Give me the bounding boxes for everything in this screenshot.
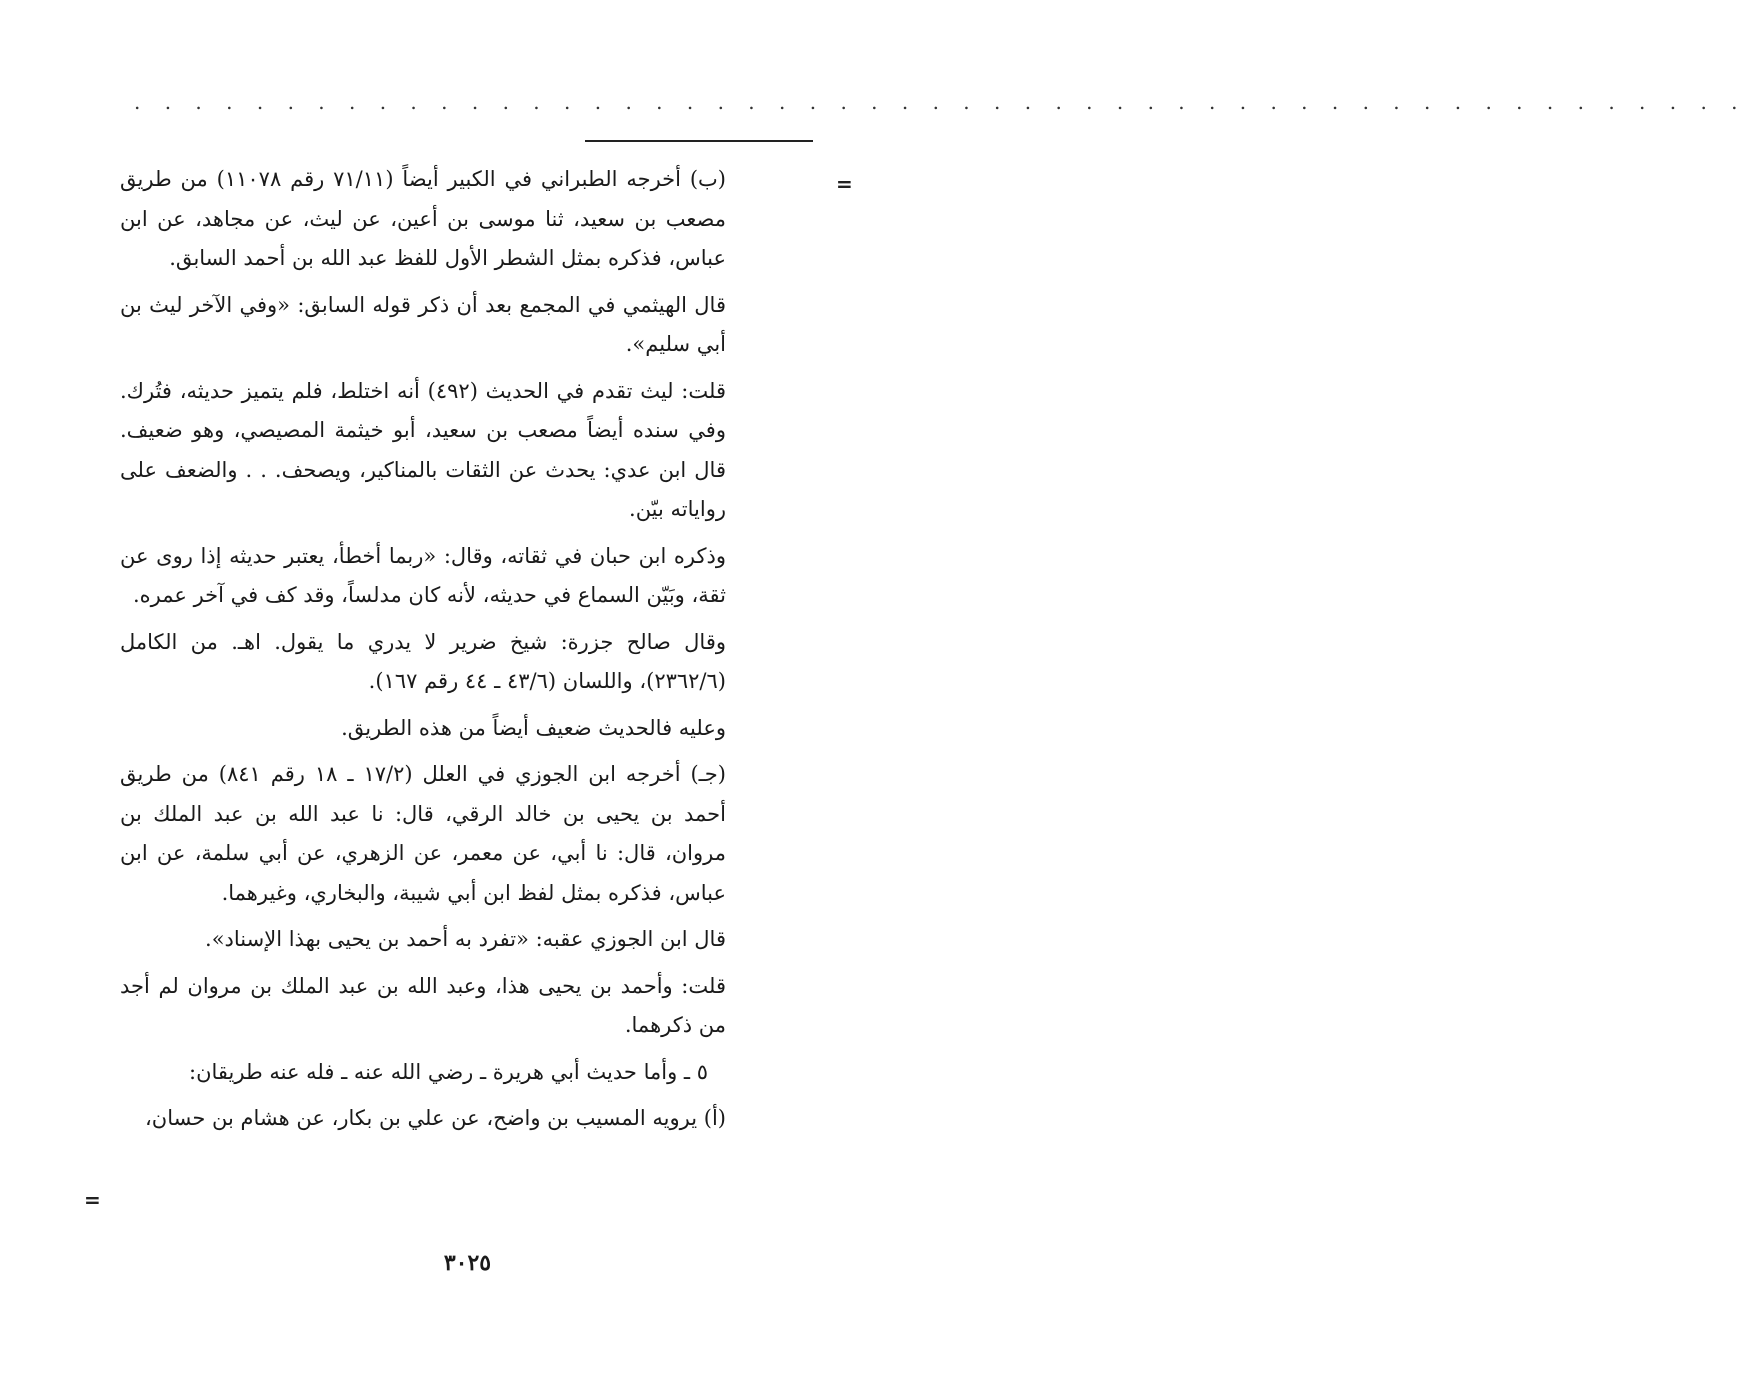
paragraph-a-musayyib: (أ) يرويه المسيب بن واضح، عن علي بن بكار، عن هشام بن حسان، xyxy=(145,1106,726,1130)
continuation-mark-bottom: = xyxy=(84,1188,101,1212)
paragraph-c-ibn-jawzi: (جـ) أخرجه ابن الجوزي في العلل (١٧/٢ ـ ١٨ رقم ٨٤١) من طريق أحمد بن يحيى بن خالد الرقي، قال: نا عبد الله بن عبد الملك بن مروان، قال: نا أبي، عن معمر، عن الزهري، عن أبي سلمة، عن ابن عباس، فذكره بمثل لفظ ابن أبي شيبة، والبخاري، وغيرهما. xyxy=(120,762,726,905)
paragraph-ibn-jawzi-remark: قال ابن الجوزي عقبه: «تفرد به أحمد بن يحيى بهذا الإسناد». xyxy=(205,927,726,951)
footnote-body xyxy=(120,160,726,1146)
paragraph-b-tabarani: (ب) أخرجه الطبراني في الكبير أيضاً (٧١/١١ رقم ١١٠٧٨) من طريق مصعب بن سعيد، ثنا موسى بن أعين، عن ليث، عن مجاهد، عن ابن عباس، فذكره بمثل الشطر الأول للفظ عبد الله بن أحمد السابق. xyxy=(120,167,727,270)
dotted-separator: . . . . . . . . . . . . . . . . . . . . . . . . . . . . . . . . . . . . . . . . . . . . . . . . . . . . . xyxy=(134,90,1747,114)
paragraph-conclusion: وعليه فالحديث ضعيف أيضاً من هذه الطريق. xyxy=(341,715,726,740)
footnote-rule xyxy=(585,140,813,142)
paragraph-ibn-hibban: وذكره ابن حبان في ثقاته، وقال: «ربما أخطأ، يعتبر حديثه إذا روى عن ثقة، وبَيّن السماع في حديثه، لأنه كان مدلساً، وقد كف في آخر عمره. xyxy=(120,543,726,607)
paragraph-haythami: قال الهيثمي في المجمع بعد أن ذكر قوله السابق: «وفي الآخر ليث بن أبي سليم». xyxy=(120,292,726,356)
paragraph-salih-jazara: وقال صالح جزرة: شيخ ضرير لا يدري ما يقول. اهـ. من الكامل (٢٣٦٢/٦)، واللسان (٤٣/٦ ـ ٤٤ رقم ١٦٧). xyxy=(120,629,726,693)
paragraph-abu-hurayra: ٥ ـ وأما حديث أبي هريرة ـ رضي الله عنه ـ فله عنه طريقان: xyxy=(189,1059,708,1084)
paragraph-comment-ahmad: قلت: وأحمد بن يحيى هذا، وعبد الله بن عبد الملك بن مروان لم أجد من ذكرهما. xyxy=(120,973,726,1037)
continuation-mark-top: = xyxy=(836,172,853,196)
paragraph-comment-layth: قلت: ليث تقدم في الحديث (٤٩٢) أنه اختلط، فلم يتميز حديثه، فتُرك. وفي سنده أيضاً مصعب بن سعيد، أبو خيثمة المصيصي، وهو ضعيف. قال ابن عدي: يحدث عن الثقات بالمناكير، ويصحف. . . والضعف على رواياته بيّن. xyxy=(120,378,726,521)
page-number: ٣٠٢٥ xyxy=(443,1250,492,1276)
